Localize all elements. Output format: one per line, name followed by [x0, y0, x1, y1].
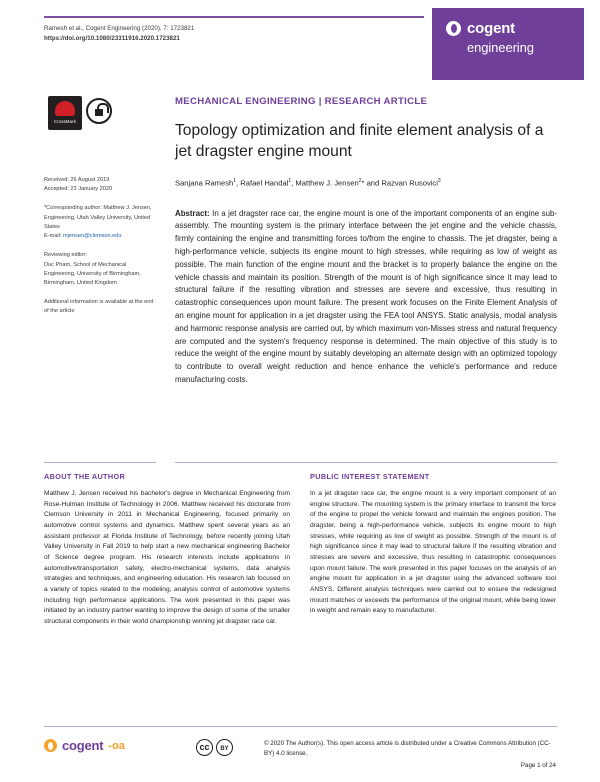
corresponding-author-email[interactable]: mjensen@clemson.edu: [62, 233, 122, 240]
cc-by-label: BY: [220, 746, 229, 752]
author-list: Sanjana Ramesh$^1$, Rafael Handal$^1$, Matthew J. Jensen$^2$* and Razvan Rusovici$^3$: [175, 178, 441, 188]
journal-citation: [44, 24, 424, 43]
page-header: [0, 0, 600, 86]
page-footer: [44, 738, 557, 759]
accepted-date: Accepted: 23 January 2020: [44, 186, 113, 193]
about-the-author-section: [44, 472, 290, 628]
additional-information: Additional information is available at the end of the article: [44, 299, 154, 315]
cc-by-icon: [216, 739, 233, 756]
left-metadata-column: [44, 96, 156, 327]
public-interest-text: In a jet dragster race car, the engine mount is a very important component of an engine structure. The mounting system is the primary interface to transmit the force of the engine to propel the vehicle forward and maintain the engines position. The dragster, being a high-performance vehicle, subjects its engine mount to high stresses, while requiring as low of weight as possible. Strength of the mount is of high significance since it may lead to structural failure if the resulting vibration and stresses are severe and excessive, thus resulting in catastrophic consequences upon mount failure. The work presented in this paper focuses on the analysis of an engine mount for application in a jet dragster using the advanced software tool ANSYS. Different analysis techniques were carried out to ensure the redesigned mount matches or exceeds the performance of the original mount, while being lower in weight and remain easy to manufacturer.: [310, 490, 556, 615]
corresponding-author: [44, 204, 156, 241]
public-interest-heading: PUBLIC INTEREST STATEMENT: [310, 472, 430, 481]
page-title: Topology optimization and finite element analysis of a jet dragster engine mount: [175, 122, 544, 160]
open-access-lock-icon: [86, 98, 112, 124]
crossmark-inner-icon: [55, 101, 75, 116]
footer-oa-label: -oa: [108, 739, 125, 752]
creative-commons-badges: [196, 739, 242, 756]
page-number: Page 1 of 24: [520, 762, 556, 769]
citation-text: Ramesh et al., Cogent Engineering (2020), 7: 1723821: [44, 25, 195, 32]
footer-divider: [44, 726, 557, 727]
brand-name: cogent: [467, 20, 515, 37]
left-divider: [44, 462, 156, 463]
doi-link[interactable]: https://doi.org/10.1080/23311916.2020.1723821: [44, 34, 180, 42]
received-date: Received: 26 August 2019: [44, 177, 110, 183]
cc-icon: cc: [196, 739, 213, 756]
section-kicker: MECHANICAL ENGINEERING | RESEARCH ARTICLE: [175, 96, 428, 107]
reviewing-editor-label: Reviewing editor:: [44, 252, 87, 259]
brand-line: [446, 20, 584, 37]
supplementary-sections: [44, 472, 557, 628]
license-text: © 2020 The Author(s). This open access article is distributed under a Creative Commons Attribution (CC-BY) 4.0 license.: [264, 740, 551, 757]
email-label: E-mail:: [44, 233, 62, 240]
main-divider: [175, 462, 557, 463]
reviewing-editor: [44, 251, 156, 288]
cogent-oa-logo: [44, 738, 164, 753]
abstract-paragraph: [175, 208, 557, 387]
about-the-author-heading: ABOUT THE AUTHOR: [44, 472, 126, 481]
header-rule: [44, 16, 424, 18]
public-interest-section: [310, 472, 556, 628]
about-the-author-text: Matthew J. Jensen received his bachelor's degree in Mechanical Engineering from Rose-Hulman Institute of Technology in 2006. Matthew received his doctorate from Clemson University in 2011 in Mechanical Engineering, focused primarily on automotive control systems and dynamics. Matthew spent several years as an assistant professor at Florida Institute of Technology, before recently joining Utah Valley University in Fall 2019 to help start a new mechanical engineering Bachelor of Science degree program. His research interests include applications in automotive/transportation safety, electro-mechanical systems, data analysis strategies and techniques, and engineering education. His research lab focused on a variety of topics related to the modeling, analysis control of automotive systems including high performance applications. The work presented in this paper was initiated by an industry partner wanting to improve the design of some of the smaller structural components in their world championship winning jet dragster race car.: [44, 490, 290, 626]
brand-subtitle: engineering: [467, 40, 534, 55]
cogent-engineering-logo: [432, 8, 584, 80]
crossmark-label: CrossMark: [53, 119, 77, 124]
abstract-label: Abstract:: [175, 208, 210, 218]
abstract-text: In a jet dragster race car, the engine mount is one of the important components of an engine sub-assembly. The mounting system is the primary interface between the jet engine and the vehicle chassis, firmly containing the engine and transmitting forces to/from the engine to chassis. The jet dragster, being a high-performance vehicle, subjects its engine mount to high stresses, while requiring as low of weight as possible. The main function of the engine mount and the bracket is to properly balance the engine on the vehicle chassis and maintain its position. Strength of the mount is of high significance since it may lead to structural failure if the resulting vibration and stresses are severe and excessive, thus resulting in catastrophic consequences upon mount failure. The present work focuses on the Finite Element Analysis of an engine mount for application in a jet dragster using the FEA tool ANSYS. Static analysis, modal analysis and harmonic response analysis are carried out, by which maximum von-Misses stress and natural frequency are computed and the system's frequency response is determined. The main objective of this study is to reduce the weight of the engine mount by suitably developing an alternate design with an optimized topology to contribute to overall weight reduction and hence enhance the vehicle's performance and reduce manufacturing costs.: [175, 208, 557, 385]
corresponding-author-text: *Corresponding author: Matthew J. Jensen, Engineering, Utah Valley University, United States: [44, 205, 152, 230]
footer-brand-name: cogent: [62, 738, 104, 753]
cogent-mark-icon: [446, 21, 461, 36]
article-dates-and-contacts: [44, 176, 156, 317]
crossmark-badge[interactable]: [48, 96, 90, 138]
reviewing-editor-detail: Duc Pham, School of Mechanical Engineering, University of Birmingham, Birmingham, United Kingdom: [44, 261, 141, 286]
article-main-column: [175, 96, 557, 387]
dates: [44, 176, 156, 194]
cogent-oa-mark-icon: [44, 739, 57, 752]
